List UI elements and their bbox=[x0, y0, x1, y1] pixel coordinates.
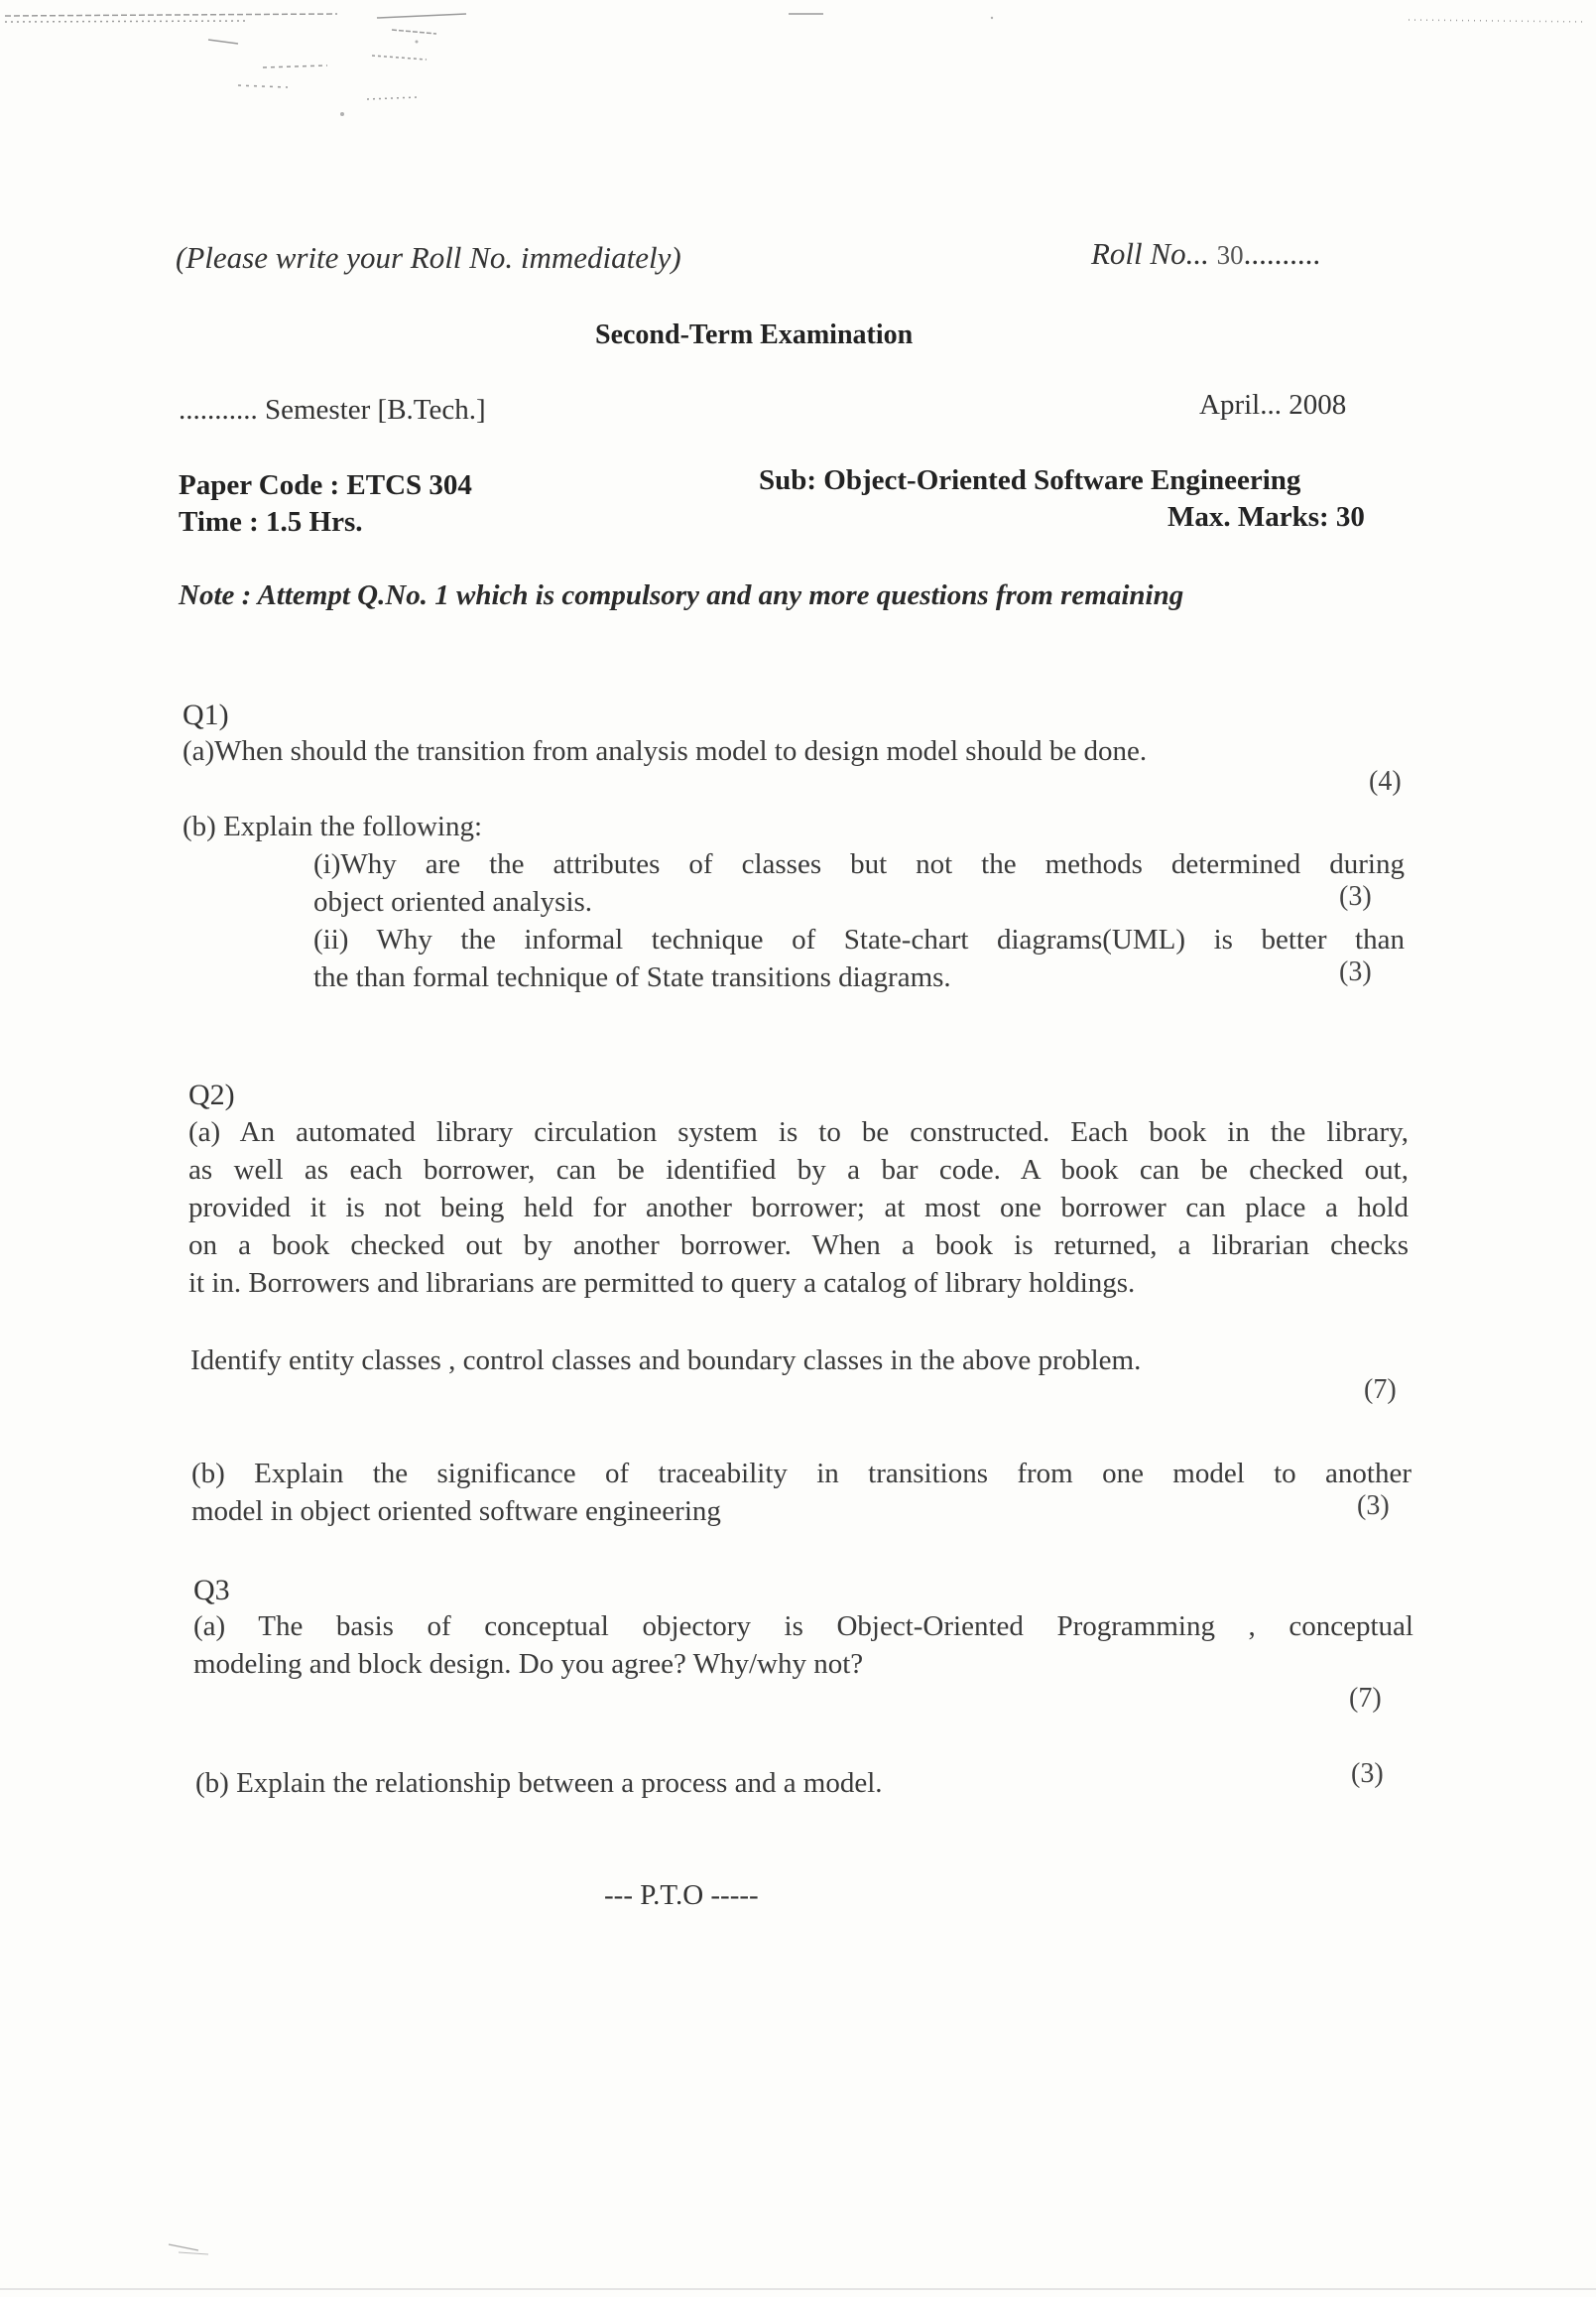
exam-date: April... 2008 bbox=[1199, 389, 1347, 421]
roll-number-field bbox=[1091, 236, 1320, 272]
exam-title: Second-Term Examination bbox=[595, 319, 914, 350]
question-3-label: Q3 bbox=[193, 1574, 230, 1606]
question-1b-i-line2: object oriented analysis. bbox=[313, 886, 593, 918]
question-1b-ii-line1: (ii) Why the informal technique of State-chart diagrams(UML) is better than bbox=[313, 924, 1405, 956]
question-1-label: Q1) bbox=[183, 699, 229, 731]
question-2a-line4: on a book checked out by another borrower. When a book is returned, a librarian checks bbox=[188, 1229, 1409, 1261]
question-1b-ii-marks: (3) bbox=[1339, 957, 1372, 987]
scan-speck-artifact bbox=[159, 2233, 278, 2262]
question-2a-line3: provided it is not being held for another borrower; at most one borrower can place a hold bbox=[188, 1192, 1409, 1223]
question-3a-line1: (a) The basis of conceptual objectory is Object-Oriented Programming , conceptual bbox=[193, 1610, 1413, 1642]
please-turn-over: --- P.T.O ----- bbox=[604, 1879, 759, 1911]
question-3b-text: (b) Explain the relationship between a process and a model. bbox=[195, 1767, 883, 1799]
question-3a-line2: modeling and block design. Do you agree? Why/why not? bbox=[193, 1648, 864, 1680]
semester-label: Semester [B.Tech.] bbox=[265, 394, 486, 426]
semester-line bbox=[179, 394, 486, 427]
question-2a-line1: (a) An automated library circulation system is to be constructed. Each book in the library, bbox=[188, 1116, 1409, 1148]
roll-number-dots: .......... bbox=[1243, 236, 1321, 271]
question-1a-marks: (4) bbox=[1369, 766, 1402, 797]
question-1b-i-marks: (3) bbox=[1339, 881, 1372, 912]
scan-noise-artifact bbox=[0, 0, 1596, 139]
roll-number-instruction: (Please write your Roll No. immediately) bbox=[176, 240, 681, 275]
question-2a-identify: Identify entity classes , control classes and boundary classes in the above problem. bbox=[190, 1344, 1142, 1376]
page-bottom-edge bbox=[0, 2288, 1596, 2290]
question-2a-line5: it in. Borrowers and librarians are permitted to query a catalog of library holdings. bbox=[188, 1267, 1136, 1299]
question-2b-line2: model in object oriented software engineering bbox=[191, 1495, 721, 1527]
question-2b-line1: (b) Explain the significance of traceability in transitions from one model to another bbox=[191, 1458, 1412, 1489]
roll-number-label: Roll No... bbox=[1091, 236, 1217, 271]
question-2-label: Q2) bbox=[188, 1079, 235, 1111]
question-2a-marks: (7) bbox=[1364, 1374, 1397, 1405]
question-1a-text: (a)When should the transition from analysis model to design model should be done. bbox=[183, 735, 1148, 767]
question-2a-line2: as well as each borrower, can be identified by a bar code. A book can be checked out, bbox=[188, 1154, 1409, 1186]
question-3b-marks: (3) bbox=[1351, 1758, 1384, 1789]
question-2b-marks: (3) bbox=[1357, 1490, 1390, 1521]
paper-code: Paper Code : ETCS 304 bbox=[179, 469, 472, 501]
question-1b-intro: (b) Explain the following: bbox=[183, 811, 483, 842]
question-3a-marks: (7) bbox=[1349, 1683, 1382, 1714]
question-1b-i-line1: (i)Why are the attributes of classes but not the methods determined during bbox=[313, 848, 1405, 880]
subject-name: Sub: Object-Oriented Software Engineering bbox=[759, 464, 1301, 496]
instructions-note: Note : Attempt Q.No. 1 which is compulsory and any more questions from remaining bbox=[179, 579, 1184, 611]
roll-number-value: 30 bbox=[1216, 240, 1244, 270]
exam-duration: Time : 1.5 Hrs. bbox=[179, 506, 363, 538]
question-1b-ii-line2: the than formal technique of State transitions diagrams. bbox=[313, 961, 951, 993]
semester-dots: ........... bbox=[179, 394, 258, 426]
max-marks: Max. Marks: 30 bbox=[1167, 501, 1365, 533]
